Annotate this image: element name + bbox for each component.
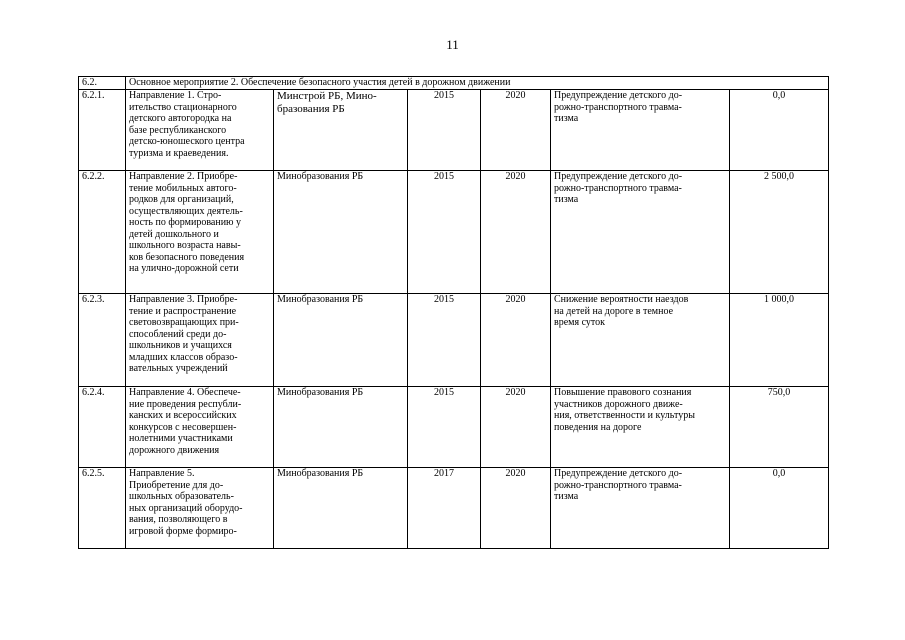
row-code: 6.2.1. (79, 90, 126, 171)
row-code: 6.2.4. (79, 387, 126, 468)
row-end-year: 2020 (481, 171, 551, 294)
row-amount: 0,0 (730, 90, 829, 171)
row-end-year: 2020 (481, 294, 551, 387)
row-start-year: 2015 (408, 294, 481, 387)
row-executor: Минобразования РБ (277, 294, 364, 305)
section-code: 6.2. (79, 77, 126, 90)
row-name: Направление 5. Приобретение для до- школьных образователь- ных организаций оборудо- вания, позволяющего в игровой форме формиро- (129, 468, 243, 537)
row-executor: Минобразования РБ (277, 387, 364, 398)
row-result: Предупреждение детского до- рожно-транспортного травма- тизма (554, 171, 683, 205)
row-start-year: 2017 (408, 468, 481, 549)
row-amount: 2 500,0 (730, 171, 829, 294)
table-row (79, 90, 829, 171)
row-end-year: 2020 (481, 387, 551, 468)
table-row (79, 387, 829, 468)
row-start-year: 2015 (408, 387, 481, 468)
table-row (79, 171, 829, 294)
row-executor: Минобразования РБ (277, 171, 364, 182)
row-code: 6.2.2. (79, 171, 126, 294)
row-name: Направление 3. Приобре- тение и распространение световозвращающих при- способлений среди до- школьников и учащихся младших классов образо- вательных учреждений (129, 294, 239, 374)
row-code: 6.2.5. (79, 468, 126, 549)
row-result: Повышение правового сознания участников дорожного движе- ния, ответственности и культуры поведения на дороге (554, 387, 695, 433)
row-amount: 750,0 (730, 387, 829, 468)
row-code: 6.2.3. (79, 294, 126, 387)
row-amount: 0,0 (730, 468, 829, 549)
page-number: 11 (446, 37, 459, 52)
table-row (79, 294, 829, 387)
section-title: Основное мероприятие 2. Обеспечение безопасного участия детей в дорожном движении (126, 77, 829, 90)
row-amount: 1 000,0 (730, 294, 829, 387)
row-name: Направление 4. Обеспече- ние проведения республи- канских и всероссийских конкурсов с несовершен- нолетними участниками дорожного движения (129, 387, 242, 456)
row-start-year: 2015 (408, 90, 481, 171)
row-name: Направление 2. Приобре- тение мобильных автого- родков для организаций, осуществляющих деятель- ность по формированию у детей дошкольного и школьного возраста навы- ков безопасного поведения на улично-дорожной сети (129, 171, 245, 274)
row-result: Предупреждение детского до- рожно-транспортного травма- тизма (554, 468, 683, 502)
row-name: Направление 1. Стро- ительство стационарного детского автогородка на базе республиканского детско-юношеского центра туризма и краеведения. (129, 90, 245, 159)
row-end-year: 2020 (481, 90, 551, 171)
row-end-year: 2020 (481, 468, 551, 549)
row-result: Предупреждение детского до- рожно-транспортного травма- тизма (554, 90, 683, 124)
row-executor: Минстрой РБ, Мино- бразования РБ (277, 90, 377, 115)
row-result: Снижение вероятности наездов на детей на дороге в темное время суток (554, 294, 689, 328)
section-row (79, 77, 829, 90)
row-start-year: 2015 (408, 171, 481, 294)
measures-table (78, 76, 829, 549)
row-executor: Минобразования РБ (277, 468, 364, 479)
table-row (79, 468, 829, 549)
